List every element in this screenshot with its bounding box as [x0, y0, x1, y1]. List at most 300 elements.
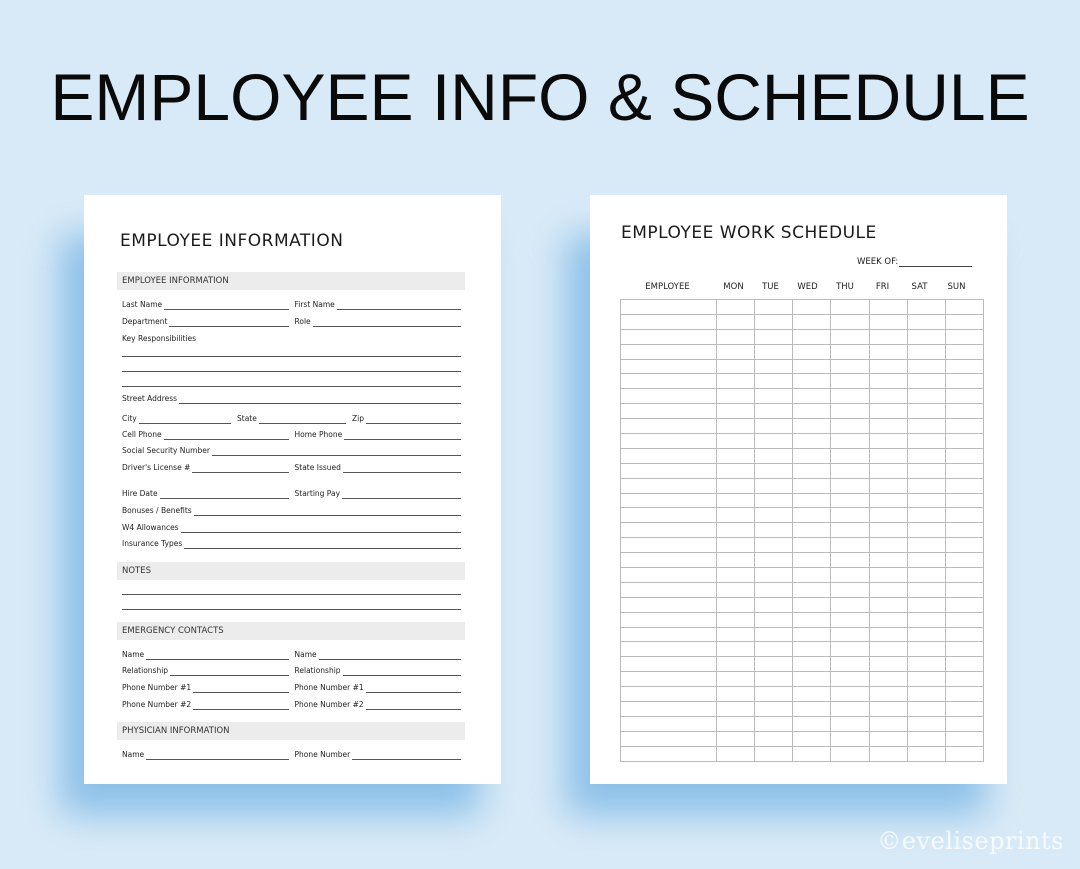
schedule-cell[interactable] [621, 568, 717, 583]
schedule-cell[interactable] [946, 493, 984, 508]
schedule-cell[interactable] [621, 374, 717, 389]
schedule-cell[interactable] [831, 731, 870, 746]
schedule-cell[interactable] [908, 359, 946, 374]
schedule-cell[interactable] [870, 523, 908, 538]
schedule-cell[interactable] [870, 374, 908, 389]
schedule-cell[interactable] [831, 478, 870, 493]
schedule-cell[interactable] [793, 314, 831, 329]
form-field[interactable] [295, 698, 462, 710]
schedule-cell[interactable] [908, 448, 946, 463]
schedule-cell[interactable] [908, 627, 946, 642]
schedule-cell[interactable] [755, 404, 793, 419]
schedule-cell[interactable] [946, 716, 984, 731]
schedule-cell[interactable] [717, 582, 755, 597]
schedule-cell[interactable] [621, 597, 717, 612]
schedule-cell[interactable] [621, 642, 717, 657]
field-line[interactable] [184, 539, 461, 549]
schedule-cell[interactable] [755, 553, 793, 568]
schedule-cell[interactable] [755, 582, 793, 597]
field-line[interactable] [337, 300, 461, 310]
schedule-cell[interactable] [793, 508, 831, 523]
schedule-cell[interactable] [793, 702, 831, 717]
schedule-cell[interactable] [946, 419, 984, 434]
field-line[interactable] [366, 683, 461, 693]
form-field[interactable] [122, 648, 289, 660]
schedule-cell[interactable] [717, 568, 755, 583]
schedule-cell[interactable] [831, 329, 870, 344]
schedule-cell[interactable] [621, 493, 717, 508]
form-field[interactable] [295, 681, 462, 693]
schedule-cell[interactable] [755, 300, 793, 315]
schedule-cell[interactable] [946, 344, 984, 359]
schedule-cell[interactable] [793, 687, 831, 702]
schedule-cell[interactable] [717, 523, 755, 538]
schedule-cell[interactable] [621, 687, 717, 702]
form-field[interactable] [122, 428, 289, 440]
field-line[interactable] [259, 414, 346, 424]
schedule-cell[interactable] [621, 657, 717, 672]
schedule-cell[interactable] [946, 702, 984, 717]
field-line[interactable] [343, 666, 461, 676]
schedule-cell[interactable] [717, 716, 755, 731]
schedule-cell[interactable] [946, 404, 984, 419]
form-field[interactable] [295, 487, 462, 499]
field-line[interactable] [179, 394, 461, 404]
field-line[interactable] [319, 650, 461, 660]
schedule-cell[interactable] [621, 359, 717, 374]
schedule-cell[interactable] [793, 434, 831, 449]
form-field[interactable] [295, 298, 462, 310]
schedule-cell[interactable] [946, 448, 984, 463]
schedule-cell[interactable] [908, 523, 946, 538]
schedule-cell[interactable] [621, 300, 717, 315]
schedule-cell[interactable] [717, 300, 755, 315]
schedule-cell[interactable] [831, 568, 870, 583]
schedule-cell[interactable] [621, 478, 717, 493]
field-line[interactable] [344, 430, 461, 440]
schedule-cell[interactable] [793, 448, 831, 463]
schedule-cell[interactable] [908, 389, 946, 404]
schedule-cell[interactable] [946, 374, 984, 389]
schedule-cell[interactable] [717, 493, 755, 508]
field-line[interactable] [146, 650, 288, 660]
schedule-cell[interactable] [946, 300, 984, 315]
schedule-cell[interactable] [717, 419, 755, 434]
schedule-cell[interactable] [908, 672, 946, 687]
schedule-cell[interactable] [831, 374, 870, 389]
schedule-cell[interactable] [793, 404, 831, 419]
writing-line[interactable] [122, 386, 461, 387]
field-line[interactable] [169, 317, 288, 327]
form-field[interactable] [122, 537, 461, 549]
schedule-cell[interactable] [755, 612, 793, 627]
schedule-cell[interactable] [755, 687, 793, 702]
schedule-cell[interactable] [793, 672, 831, 687]
schedule-cell[interactable] [793, 478, 831, 493]
form-field[interactable] [295, 664, 462, 676]
schedule-cell[interactable] [793, 389, 831, 404]
field-line[interactable] [366, 414, 461, 424]
schedule-cell[interactable] [870, 657, 908, 672]
schedule-cell[interactable] [793, 344, 831, 359]
schedule-cell[interactable] [755, 731, 793, 746]
form-field[interactable] [295, 461, 462, 473]
schedule-cell[interactable] [870, 687, 908, 702]
schedule-cell[interactable] [870, 478, 908, 493]
schedule-cell[interactable] [793, 582, 831, 597]
schedule-cell[interactable] [717, 642, 755, 657]
schedule-cell[interactable] [717, 553, 755, 568]
schedule-cell[interactable] [870, 612, 908, 627]
field-line[interactable] [181, 523, 461, 533]
schedule-cell[interactable] [908, 642, 946, 657]
schedule-cell[interactable] [831, 582, 870, 597]
schedule-cell[interactable] [946, 582, 984, 597]
schedule-cell[interactable] [717, 687, 755, 702]
schedule-cell[interactable] [831, 508, 870, 523]
schedule-cell[interactable] [621, 672, 717, 687]
schedule-cell[interactable] [793, 419, 831, 434]
schedule-cell[interactable] [793, 716, 831, 731]
form-field[interactable] [122, 412, 231, 424]
schedule-cell[interactable] [831, 642, 870, 657]
schedule-cell[interactable] [793, 374, 831, 389]
schedule-cell[interactable] [717, 597, 755, 612]
schedule-cell[interactable] [831, 523, 870, 538]
schedule-cell[interactable] [831, 746, 870, 761]
form-field[interactable] [122, 698, 289, 710]
field-line[interactable] [193, 683, 288, 693]
schedule-cell[interactable] [908, 568, 946, 583]
form-field[interactable] [122, 461, 289, 473]
field-line[interactable] [160, 489, 289, 499]
schedule-cell[interactable] [908, 374, 946, 389]
schedule-cell[interactable] [831, 687, 870, 702]
schedule-cell[interactable] [755, 523, 793, 538]
schedule-cell[interactable] [831, 657, 870, 672]
schedule-cell[interactable] [717, 508, 755, 523]
schedule-cell[interactable] [870, 389, 908, 404]
schedule-cell[interactable] [831, 493, 870, 508]
form-field[interactable] [295, 748, 462, 760]
schedule-cell[interactable] [870, 642, 908, 657]
schedule-cell[interactable] [870, 508, 908, 523]
schedule-cell[interactable] [755, 448, 793, 463]
field-line[interactable] [212, 446, 461, 456]
schedule-cell[interactable] [870, 404, 908, 419]
schedule-cell[interactable] [870, 716, 908, 731]
schedule-cell[interactable] [870, 329, 908, 344]
schedule-cell[interactable] [946, 746, 984, 761]
schedule-cell[interactable] [946, 463, 984, 478]
form-field[interactable] [295, 648, 462, 660]
form-field[interactable] [122, 521, 461, 533]
schedule-cell[interactable] [870, 568, 908, 583]
schedule-cell[interactable] [870, 553, 908, 568]
schedule-cell[interactable] [793, 300, 831, 315]
schedule-cell[interactable] [793, 731, 831, 746]
schedule-cell[interactable] [793, 523, 831, 538]
field-line[interactable] [352, 750, 461, 760]
schedule-cell[interactable] [755, 657, 793, 672]
schedule-cell[interactable] [946, 553, 984, 568]
schedule-cell[interactable] [831, 716, 870, 731]
schedule-cell[interactable] [793, 597, 831, 612]
schedule-cell[interactable] [946, 389, 984, 404]
schedule-cell[interactable] [621, 582, 717, 597]
schedule-cell[interactable] [717, 314, 755, 329]
schedule-cell[interactable] [870, 344, 908, 359]
schedule-cell[interactable] [717, 434, 755, 449]
schedule-cell[interactable] [946, 687, 984, 702]
schedule-cell[interactable] [870, 359, 908, 374]
schedule-cell[interactable] [870, 597, 908, 612]
schedule-cell[interactable] [870, 448, 908, 463]
schedule-cell[interactable] [621, 746, 717, 761]
form-field[interactable] [122, 681, 289, 693]
form-field[interactable] [122, 392, 461, 404]
schedule-cell[interactable] [908, 419, 946, 434]
schedule-cell[interactable] [755, 419, 793, 434]
schedule-cell[interactable] [908, 746, 946, 761]
schedule-cell[interactable] [621, 463, 717, 478]
schedule-cell[interactable] [946, 538, 984, 553]
schedule-cell[interactable] [831, 612, 870, 627]
schedule-cell[interactable] [793, 627, 831, 642]
form-field[interactable] [122, 487, 289, 499]
schedule-cell[interactable] [870, 702, 908, 717]
schedule-cell[interactable] [621, 553, 717, 568]
schedule-cell[interactable] [621, 523, 717, 538]
schedule-cell[interactable] [755, 568, 793, 583]
schedule-cell[interactable] [793, 642, 831, 657]
schedule-cell[interactable] [755, 538, 793, 553]
schedule-cell[interactable] [831, 538, 870, 553]
schedule-cell[interactable] [621, 627, 717, 642]
form-field[interactable] [122, 444, 461, 456]
schedule-cell[interactable] [755, 314, 793, 329]
schedule-cell[interactable] [755, 746, 793, 761]
field-line[interactable] [164, 300, 288, 310]
schedule-cell[interactable] [908, 344, 946, 359]
schedule-cell[interactable] [755, 463, 793, 478]
schedule-cell[interactable] [908, 687, 946, 702]
schedule-cell[interactable] [908, 657, 946, 672]
schedule-cell[interactable] [755, 597, 793, 612]
schedule-cell[interactable] [755, 627, 793, 642]
schedule-cell[interactable] [908, 702, 946, 717]
field-line[interactable] [193, 700, 288, 710]
form-field[interactable] [122, 298, 289, 310]
schedule-cell[interactable] [717, 612, 755, 627]
schedule-cell[interactable] [793, 463, 831, 478]
schedule-cell[interactable] [621, 702, 717, 717]
form-field[interactable] [352, 412, 461, 424]
schedule-cell[interactable] [717, 657, 755, 672]
schedule-cell[interactable] [908, 329, 946, 344]
field-line[interactable] [164, 430, 289, 440]
writing-line[interactable] [122, 609, 461, 610]
week-of-field[interactable] [857, 257, 972, 267]
schedule-cell[interactable] [831, 627, 870, 642]
schedule-cell[interactable] [908, 597, 946, 612]
schedule-cell[interactable] [831, 434, 870, 449]
schedule-cell[interactable] [831, 597, 870, 612]
writing-line[interactable] [122, 371, 461, 372]
field-line[interactable] [366, 700, 461, 710]
schedule-cell[interactable] [755, 642, 793, 657]
schedule-cell[interactable] [717, 404, 755, 419]
field-line[interactable] [170, 666, 288, 676]
form-field[interactable] [122, 332, 461, 344]
schedule-cell[interactable] [621, 404, 717, 419]
schedule-cell[interactable] [908, 553, 946, 568]
schedule-cell[interactable] [755, 389, 793, 404]
schedule-cell[interactable] [793, 568, 831, 583]
schedule-cell[interactable] [621, 716, 717, 731]
schedule-cell[interactable] [946, 359, 984, 374]
schedule-cell[interactable] [831, 314, 870, 329]
schedule-cell[interactable] [870, 419, 908, 434]
schedule-cell[interactable] [717, 702, 755, 717]
schedule-cell[interactable] [870, 746, 908, 761]
schedule-cell[interactable] [946, 657, 984, 672]
writing-line[interactable] [122, 356, 461, 357]
field-line[interactable] [342, 489, 461, 499]
schedule-cell[interactable] [717, 478, 755, 493]
schedule-cell[interactable] [717, 448, 755, 463]
schedule-cell[interactable] [717, 672, 755, 687]
schedule-cell[interactable] [946, 627, 984, 642]
schedule-cell[interactable] [908, 404, 946, 419]
schedule-cell[interactable] [793, 657, 831, 672]
schedule-cell[interactable] [908, 731, 946, 746]
schedule-cell[interactable] [908, 300, 946, 315]
schedule-cell[interactable] [831, 702, 870, 717]
schedule-cell[interactable] [946, 642, 984, 657]
schedule-cell[interactable] [908, 716, 946, 731]
schedule-cell[interactable] [908, 434, 946, 449]
schedule-cell[interactable] [870, 314, 908, 329]
writing-line[interactable] [122, 594, 461, 595]
schedule-cell[interactable] [831, 359, 870, 374]
schedule-cell[interactable] [717, 731, 755, 746]
schedule-cell[interactable] [621, 612, 717, 627]
field-line[interactable] [343, 463, 461, 473]
schedule-cell[interactable] [755, 478, 793, 493]
form-field[interactable] [122, 504, 461, 516]
schedule-cell[interactable] [717, 389, 755, 404]
schedule-cell[interactable] [717, 344, 755, 359]
schedule-cell[interactable] [870, 434, 908, 449]
schedule-cell[interactable] [621, 538, 717, 553]
schedule-cell[interactable] [908, 493, 946, 508]
schedule-cell[interactable] [946, 568, 984, 583]
schedule-cell[interactable] [946, 478, 984, 493]
schedule-cell[interactable] [870, 672, 908, 687]
schedule-cell[interactable] [793, 493, 831, 508]
schedule-cell[interactable] [831, 463, 870, 478]
schedule-cell[interactable] [908, 538, 946, 553]
schedule-cell[interactable] [946, 612, 984, 627]
schedule-cell[interactable] [946, 508, 984, 523]
field-line[interactable] [192, 463, 288, 473]
schedule-cell[interactable] [946, 672, 984, 687]
schedule-cell[interactable] [946, 523, 984, 538]
schedule-cell[interactable] [755, 329, 793, 344]
schedule-cell[interactable] [717, 329, 755, 344]
schedule-cell[interactable] [908, 582, 946, 597]
schedule-cell[interactable] [831, 672, 870, 687]
schedule-cell[interactable] [831, 300, 870, 315]
schedule-cell[interactable] [831, 553, 870, 568]
schedule-cell[interactable] [908, 612, 946, 627]
schedule-cell[interactable] [870, 731, 908, 746]
schedule-cell[interactable] [717, 374, 755, 389]
schedule-cell[interactable] [755, 672, 793, 687]
schedule-cell[interactable] [831, 448, 870, 463]
schedule-cell[interactable] [870, 538, 908, 553]
schedule-cell[interactable] [831, 389, 870, 404]
schedule-cell[interactable] [717, 627, 755, 642]
schedule-cell[interactable] [870, 627, 908, 642]
schedule-cell[interactable] [946, 314, 984, 329]
schedule-cell[interactable] [755, 508, 793, 523]
schedule-cell[interactable] [621, 419, 717, 434]
schedule-cell[interactable] [870, 582, 908, 597]
schedule-cell[interactable] [755, 434, 793, 449]
schedule-cell[interactable] [946, 597, 984, 612]
schedule-cell[interactable] [755, 493, 793, 508]
schedule-cell[interactable] [755, 374, 793, 389]
schedule-cell[interactable] [946, 434, 984, 449]
schedule-cell[interactable] [621, 434, 717, 449]
form-field[interactable] [122, 664, 289, 676]
schedule-cell[interactable] [908, 463, 946, 478]
schedule-cell[interactable] [717, 359, 755, 374]
schedule-cell[interactable] [621, 314, 717, 329]
schedule-cell[interactable] [870, 300, 908, 315]
schedule-cell[interactable] [793, 359, 831, 374]
schedule-cell[interactable] [755, 716, 793, 731]
schedule-cell[interactable] [831, 419, 870, 434]
schedule-cell[interactable] [621, 389, 717, 404]
schedule-cell[interactable] [908, 508, 946, 523]
form-field[interactable] [122, 748, 289, 760]
field-line[interactable] [146, 750, 288, 760]
schedule-cell[interactable] [946, 731, 984, 746]
schedule-cell[interactable] [717, 746, 755, 761]
schedule-cell[interactable] [908, 314, 946, 329]
schedule-cell[interactable] [621, 731, 717, 746]
schedule-cell[interactable] [831, 344, 870, 359]
field-line[interactable] [313, 317, 461, 327]
schedule-cell[interactable] [793, 612, 831, 627]
form-field[interactable] [237, 412, 346, 424]
schedule-cell[interactable] [793, 746, 831, 761]
schedule-cell[interactable] [717, 538, 755, 553]
schedule-cell[interactable] [831, 404, 870, 419]
schedule-cell[interactable] [755, 702, 793, 717]
schedule-cell[interactable] [621, 329, 717, 344]
schedule-cell[interactable] [621, 508, 717, 523]
schedule-cell[interactable] [870, 493, 908, 508]
field-line[interactable] [139, 414, 231, 424]
schedule-cell[interactable] [755, 344, 793, 359]
schedule-cell[interactable] [621, 448, 717, 463]
form-field[interactable] [122, 315, 289, 327]
schedule-cell[interactable] [908, 478, 946, 493]
